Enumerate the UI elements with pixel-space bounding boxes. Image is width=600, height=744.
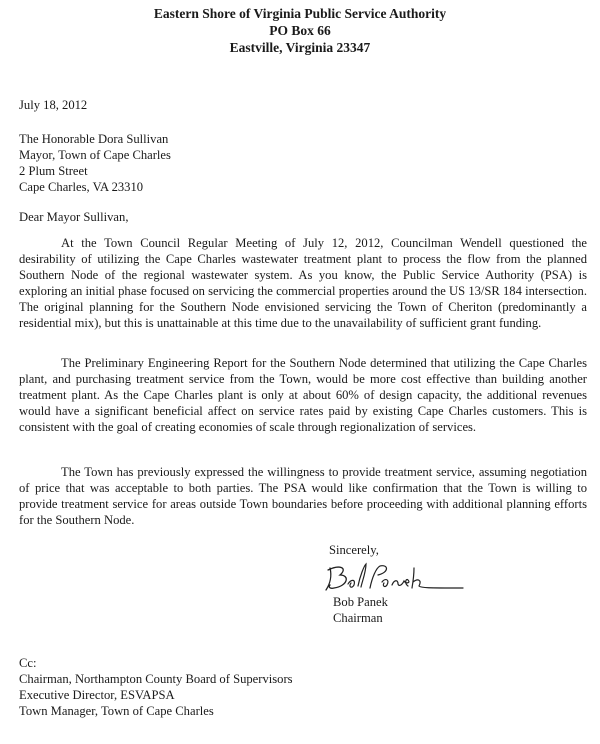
letterhead-box: PO Box 66 xyxy=(269,23,331,38)
recipient-title: Mayor, Town of Cape Charles xyxy=(19,148,171,162)
recipient-name: The Honorable Dora Sullivan xyxy=(19,132,169,146)
cc-recipient: Town Manager, Town of Cape Charles xyxy=(19,704,214,718)
salutation: Dear Mayor Sullivan, xyxy=(19,210,129,224)
signer-block xyxy=(333,594,388,626)
letterhead xyxy=(0,5,600,56)
letter-date: July 18, 2012 xyxy=(19,98,88,112)
signer-name: Bob Panek xyxy=(333,595,388,609)
body-paragraph-3: The Town has previously expressed the willingness to provide treatment service, assuming negotiation of price that was acceptable to both parties. The PSA would like confirmation that the Town is willing to provide treatment service for areas outside Town boundaries before proceeding with additional planning efforts for the Southern Node. xyxy=(19,465,587,527)
signer-title: Chairman xyxy=(333,611,383,625)
cc-recipient: Chairman, Northampton County Board of Supervisors xyxy=(19,672,293,686)
letterhead-city: Eastville, Virginia 23347 xyxy=(229,40,371,55)
body-paragraph-1: At the Town Council Regular Meeting of July 12, 2012, Councilman Wendell questioned the desirability of utilizing the Cape Charles wastewater treatment plant to process the flow from the planned Southern Node of the regional wastewater system. As you know, the Public Service Authority (PSA) is exploring an initial phase focused on servicing the commercial properties around the US 13/SR 184 intersection. The original planning for the Southern Node envisioned servicing the Town of Cheriton (predominantly a residential mix), but this is unattainable at this time due to the unavailability of sufficient grant funding. xyxy=(19,236,587,330)
recipient-city: Cape Charles, VA 23310 xyxy=(19,180,144,194)
signature xyxy=(318,558,468,596)
cc-recipient: Executive Director, ESVAPSA xyxy=(19,688,175,702)
recipient-street: 2 Plum Street xyxy=(19,164,88,178)
cc-list xyxy=(19,655,293,719)
closing-sincerely: Sincerely, xyxy=(329,543,379,557)
cc-label: Cc: xyxy=(19,656,37,670)
body-paragraph-2: The Preliminary Engineering Report for the Southern Node determined that utilizing the Cape Charles plant, and purchasing treatment service from the Town, would be more cost effective than building another treatment plant. As the Cape Charles plant is only at about 60% of design capacity, the additional revenues would have a significant beneficial affect on service rates paid by existing Cape Charles customers. This is consistent with the goal of creating economies of scale through regionalization of services. xyxy=(19,356,587,434)
recipient-address xyxy=(19,131,171,195)
letterhead-org: Eastern Shore of Virginia Public Service Authority xyxy=(153,6,447,21)
